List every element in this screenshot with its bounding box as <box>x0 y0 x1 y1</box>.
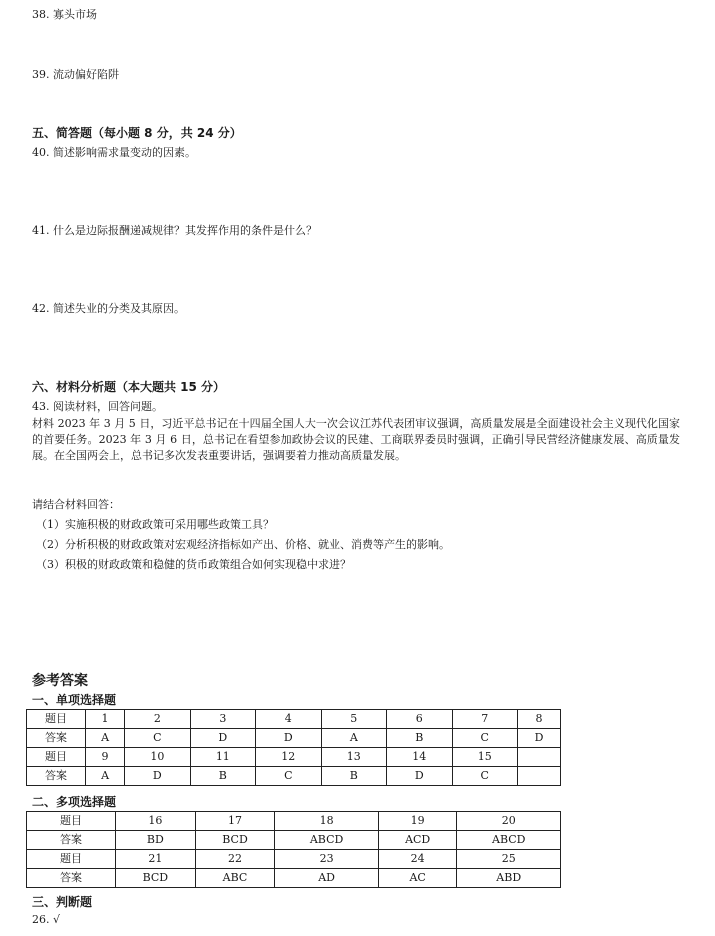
table-cell: 23 <box>275 850 379 869</box>
table-cell: 12 <box>256 748 321 767</box>
table-cell: ABCD <box>275 831 379 850</box>
multi-choice-table <box>26 811 561 888</box>
answer-key-title: 参考答案 <box>32 673 88 689</box>
single-choice-heading: 一、单项选择题 <box>32 693 117 707</box>
multi-choice-heading: 二、多项选择题 <box>32 795 117 809</box>
material-paragraph: 材料 2023 年 3 月 5 日，习近平总书记在十四届全国人大一次会议江苏代表团审议强调，高质量发展是全面建设社会主义现代化国家的首要任务。2023 年 3 月 6 日，总书记在看望参加政协会议的民建、工商联界委员时强调，正确引导民营经济健康发展、高质量发展。在全国两会上，总书记多次发表重要讲话，强调要着力推动高质量发展。 <box>32 417 680 462</box>
table-cell: ABCD <box>457 831 561 850</box>
table-cell: 1 <box>86 710 125 729</box>
table-cell: 3 <box>190 710 255 729</box>
sub-question-3: （3）积极的财政政策和稳健的货币政策组合如何实现稳中求进？ <box>36 558 351 571</box>
judgment-heading: 三、判断题 <box>32 895 93 909</box>
table-cell: 19 <box>378 812 457 831</box>
table-cell: BCD <box>116 869 196 888</box>
table-cell: 22 <box>195 850 275 869</box>
table-cell: C <box>256 767 321 786</box>
table-cell: 9 <box>86 748 125 767</box>
table-cell: 14 <box>387 748 452 767</box>
question-43: 43. 阅读材料，回答问题。 <box>32 400 163 413</box>
row-header-cell: 答案 <box>27 831 116 850</box>
table-cell: D <box>125 767 190 786</box>
sub-question-2: （2）分析积极的财政政策对宏观经济指标如产出、价格、就业、消费等产生的影响。 <box>36 538 450 551</box>
table-cell: ABC <box>195 869 275 888</box>
table-cell: A <box>86 767 125 786</box>
table-row <box>27 869 561 888</box>
table-cell: A <box>321 729 386 748</box>
question-26-answer: 26. √ <box>32 913 60 926</box>
question-40: 40. 简述影响需求量变动的因素。 <box>32 146 196 159</box>
table-cell: C <box>452 729 517 748</box>
table-row <box>27 831 561 850</box>
table-row <box>27 710 561 729</box>
section-6-heading: 六、材料分析题（本大题共 15 分） <box>32 380 226 394</box>
question-42: 42. 简述失业的分类及其原因。 <box>32 302 185 315</box>
table-cell: ABD <box>457 869 561 888</box>
table-cell: D <box>190 729 255 748</box>
table-cell <box>518 748 561 767</box>
question-39: 39. 流动偏好陷阱 <box>32 68 119 81</box>
answer-prompt: 请结合材料回答： <box>32 498 120 511</box>
table-cell: C <box>452 767 517 786</box>
table-row <box>27 812 561 831</box>
table-cell: 13 <box>321 748 386 767</box>
table-cell: 24 <box>378 850 457 869</box>
table-row <box>27 729 561 748</box>
table-cell: 21 <box>116 850 196 869</box>
table-row <box>27 748 561 767</box>
row-header-cell: 题目 <box>27 850 116 869</box>
table-cell: D <box>256 729 321 748</box>
sub-question-1: （1）实施积极的财政政策可采用哪些政策工具？ <box>36 518 274 531</box>
row-header-cell: 答案 <box>27 729 86 748</box>
table-cell: 25 <box>457 850 561 869</box>
question-38: 38. 寡头市场 <box>32 8 97 21</box>
table-row <box>27 850 561 869</box>
table-cell: B <box>387 729 452 748</box>
table-cell: B <box>321 767 386 786</box>
table-cell <box>518 767 561 786</box>
table-cell: 10 <box>125 748 190 767</box>
section-5-heading: 五、简答题（每小题 8 分，共 24 分） <box>32 126 242 140</box>
row-header-cell: 题目 <box>27 812 116 831</box>
table-row <box>27 767 561 786</box>
table-cell: BCD <box>195 831 275 850</box>
table-cell: D <box>518 729 561 748</box>
table-cell: C <box>125 729 190 748</box>
row-header-cell: 答案 <box>27 767 86 786</box>
row-header-cell: 答案 <box>27 869 116 888</box>
table-cell: AD <box>275 869 379 888</box>
table-cell: 20 <box>457 812 561 831</box>
table-cell: B <box>190 767 255 786</box>
table-cell: 7 <box>452 710 517 729</box>
table-cell: 4 <box>256 710 321 729</box>
table-cell: 17 <box>195 812 275 831</box>
row-header-cell: 题目 <box>27 748 86 767</box>
table-cell: 6 <box>387 710 452 729</box>
table-cell: A <box>86 729 125 748</box>
table-cell: 16 <box>116 812 196 831</box>
table-cell: AC <box>378 869 457 888</box>
row-header-cell: 题目 <box>27 710 86 729</box>
table-cell: 2 <box>125 710 190 729</box>
table-cell: 5 <box>321 710 386 729</box>
table-cell: 18 <box>275 812 379 831</box>
table-cell: 8 <box>518 710 561 729</box>
table-cell: 15 <box>452 748 517 767</box>
table-cell: 11 <box>190 748 255 767</box>
single-choice-table <box>26 709 561 786</box>
question-41: 41. 什么是边际报酬递减规律？其发挥作用的条件是什么？ <box>32 224 317 237</box>
table-cell: ACD <box>378 831 457 850</box>
table-cell: BD <box>116 831 196 850</box>
table-cell: D <box>387 767 452 786</box>
